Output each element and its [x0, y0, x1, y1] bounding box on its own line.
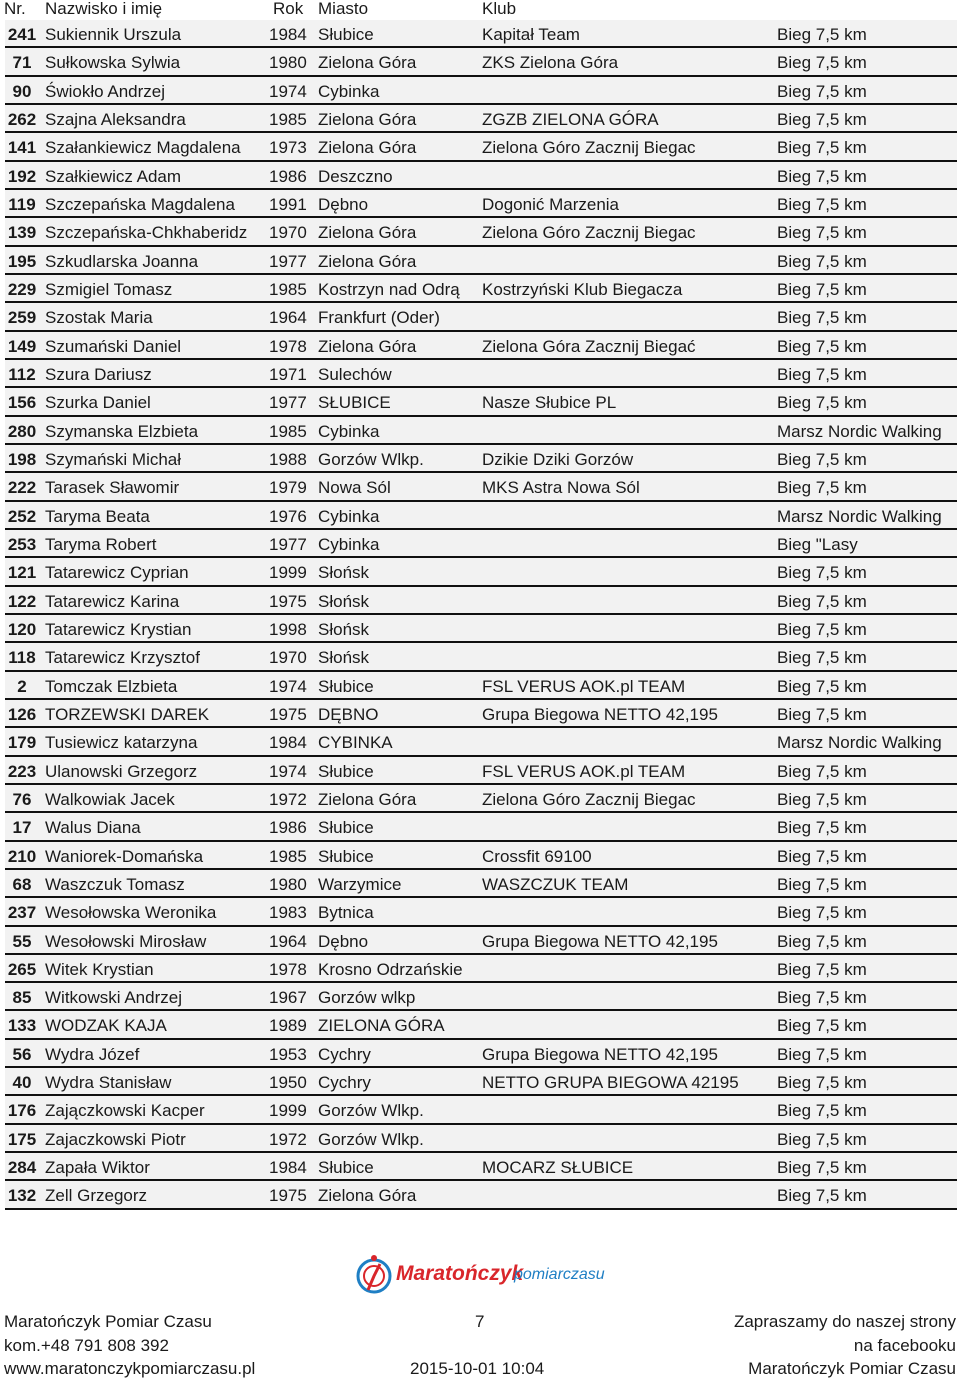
- row-distance: Bieg 7,5 km: [777, 959, 867, 979]
- row-year: 1989: [269, 1016, 307, 1036]
- table-row: [5, 955, 957, 983]
- table-row: [5, 1096, 957, 1124]
- table-row: [5, 218, 957, 246]
- table-header: [0, 0, 960, 20]
- row-number: 176: [7, 1101, 37, 1121]
- table-row: [5, 20, 957, 48]
- row-name: Tatarewicz Cyprian: [45, 563, 189, 583]
- row-year: 1975: [269, 591, 307, 611]
- row-club: Zielona Góra Zacznij Biegać: [482, 336, 696, 356]
- row-name: Sukiennik Urszula: [45, 25, 182, 44]
- row-club: Crossfit 69100: [482, 846, 592, 866]
- row-year: 1975: [269, 1186, 307, 1206]
- row-distance: Bieg 7,5 km: [777, 223, 867, 243]
- row-city: Zielona Góra: [318, 53, 417, 73]
- row-name: Szura Dariusz: [45, 364, 152, 384]
- row-name: Wydra Stanisław: [45, 1073, 172, 1093]
- row-name: Walkowiak Jacek: [45, 789, 175, 809]
- row-name: Waniorek-Domańska: [45, 846, 204, 866]
- row-city: Bytnica: [318, 903, 374, 923]
- row-number: 241: [7, 25, 37, 44]
- row-distance: Bieg 7,5 km: [777, 818, 867, 838]
- table-row: [5, 360, 957, 388]
- row-club: NETTO GRUPA BIEGOWA 42195: [482, 1073, 739, 1093]
- row-year: 1972: [269, 789, 307, 809]
- row-year: 1984: [269, 733, 307, 753]
- row-year: 1985: [269, 421, 307, 441]
- row-number: 284: [7, 1158, 37, 1178]
- logo-suffix: pomiarczasu: [514, 1266, 605, 1283]
- footer-datetime: 2015-10-01 10:04: [410, 1359, 545, 1378]
- row-distance: Bieg 7,5 km: [777, 931, 867, 951]
- header-club: Klub: [482, 0, 517, 18]
- table-row: [5, 927, 957, 955]
- row-number: 179: [7, 733, 37, 753]
- results-table: [5, 20, 957, 1210]
- row-name: Szostak Maria: [45, 308, 153, 328]
- row-city: Nowa Sól: [318, 478, 391, 498]
- row-year: 1953: [269, 1044, 307, 1064]
- row-distance: Bieg 7,5 km: [777, 1101, 867, 1121]
- row-city: Krosno Odrzańskie: [318, 959, 463, 979]
- row-name: Szymański Michał: [45, 449, 182, 469]
- row-distance: Bieg 7,5 km: [777, 563, 867, 583]
- table-row: [5, 785, 957, 813]
- row-number: 139: [7, 223, 37, 243]
- row-name: Taryma Robert: [45, 534, 157, 554]
- table-row: [5, 983, 957, 1011]
- row-name: TORZEWSKI DAREK: [45, 704, 210, 724]
- row-city: Słońsk: [318, 591, 370, 611]
- row-distance: Bieg 7,5 km: [777, 25, 867, 44]
- row-year: 1970: [269, 648, 307, 668]
- row-club: Grupa Biegowa NETTO 42,195: [482, 931, 718, 951]
- row-distance: Bieg 7,5 km: [777, 619, 867, 639]
- row-year: 1975: [269, 704, 307, 724]
- row-club: Dzikie Dziki Gorzów: [482, 449, 634, 469]
- row-distance: Bieg 7,5 km: [777, 676, 867, 696]
- table-row: [5, 48, 957, 76]
- table-row: [5, 275, 957, 303]
- row-city: CYBINKA: [318, 733, 393, 753]
- table-row: [5, 332, 957, 360]
- row-year: 1991: [269, 194, 307, 214]
- row-city: Gorzów Wlkp.: [318, 449, 424, 469]
- row-club: MKS Astra Nowa Sól: [482, 478, 640, 498]
- table-row: [5, 813, 957, 841]
- row-number: 198: [7, 449, 37, 469]
- row-distance: Bieg 7,5 km: [777, 81, 867, 101]
- row-city: Zielona Góra: [318, 789, 417, 809]
- row-name: Szałkiewicz Adam: [45, 166, 182, 186]
- row-year: 1964: [269, 931, 307, 951]
- row-number: 40: [12, 1073, 32, 1093]
- row-city: Cychry: [318, 1044, 371, 1064]
- row-city: Zielona Góra: [318, 138, 417, 158]
- footer-facebook: na facebooku: [853, 1336, 956, 1355]
- row-year: 1985: [269, 109, 307, 129]
- row-city: DĘBNO: [318, 704, 379, 724]
- table-row: [5, 587, 957, 615]
- row-name: Tarasek Sławomir: [45, 478, 180, 498]
- table-row: [5, 530, 957, 558]
- row-club: Nasze Słubice PL: [482, 393, 617, 413]
- row-city: SŁUBICE: [318, 393, 391, 413]
- row-city: Deszczno: [318, 166, 393, 186]
- row-name: Tatarewicz Karina: [45, 591, 180, 611]
- row-year: 1967: [269, 988, 307, 1008]
- row-distance: Bieg 7,5 km: [777, 138, 867, 158]
- row-number: 56: [12, 1044, 32, 1064]
- row-number: 262: [7, 109, 37, 129]
- row-name: Wesołowska Weronika: [45, 903, 217, 923]
- row-city: Frankfurt (Oder): [318, 308, 440, 328]
- row-city: Dębno: [318, 194, 369, 214]
- row-name: Szymanska Elzbieta: [45, 421, 199, 441]
- footer-website[interactable]: www.maratonczykpomiarczasu.pl: [4, 1359, 256, 1378]
- row-number: 175: [7, 1129, 37, 1149]
- row-city: Słubice: [318, 676, 374, 696]
- row-number: 192: [7, 166, 37, 186]
- header-city: Miasto: [318, 0, 369, 18]
- row-number: 156: [7, 393, 37, 413]
- row-number: 120: [7, 619, 37, 639]
- row-name: Ulanowski Grzegorz: [45, 761, 198, 781]
- table-row: [5, 388, 957, 416]
- row-club: Kostrzyński Klub Biegacza: [482, 279, 683, 299]
- row-distance: Bieg 7,5 km: [777, 308, 867, 328]
- row-name: Tatarewicz Krystian: [45, 619, 192, 639]
- row-name: Szurka Daniel: [45, 393, 151, 413]
- row-distance: Bieg 7,5 km: [777, 364, 867, 384]
- row-distance: Bieg 7,5 km: [777, 704, 867, 724]
- row-name: Wesołowski Mirosław: [45, 931, 207, 951]
- row-year: 1974: [269, 761, 307, 781]
- row-city: Gorzów Wlkp.: [318, 1129, 424, 1149]
- row-city: Zielona Góra: [318, 223, 417, 243]
- row-number: 149: [7, 336, 37, 356]
- row-year: 1984: [269, 1158, 307, 1178]
- table-row: [5, 1068, 957, 1096]
- row-club: WASZCZUK TEAM: [482, 874, 629, 894]
- row-name: Zajaczkowski Piotr: [45, 1129, 186, 1149]
- row-distance: Marsz Nordic Walking: [777, 506, 942, 526]
- row-year: 1999: [269, 563, 307, 583]
- table-row: [5, 417, 957, 445]
- row-number: 253: [7, 534, 37, 554]
- row-number: 259: [7, 308, 37, 328]
- row-club: Dogonić Marzenia: [482, 194, 620, 214]
- row-number: 112: [8, 364, 36, 384]
- row-city: Słubice: [318, 818, 374, 838]
- row-number: 229: [7, 279, 37, 299]
- table-row: [5, 247, 957, 275]
- row-year: 1983: [269, 903, 307, 923]
- row-distance: Bieg 7,5 km: [777, 988, 867, 1008]
- row-year: 1985: [269, 279, 307, 299]
- table-row: [5, 303, 957, 331]
- row-club: Zielona Góro Zacznij Biegac: [482, 138, 696, 158]
- table-row: [5, 1125, 957, 1153]
- row-year: 1976: [269, 506, 307, 526]
- row-club: FSL VERUS AOK.pl TEAM: [482, 676, 686, 696]
- row-distance: Bieg 7,5 km: [777, 789, 867, 809]
- row-name: Świokło Andrzej: [45, 81, 166, 101]
- row-year: 1973: [269, 138, 307, 158]
- row-city: Kostrzyn nad Odrą: [318, 279, 460, 299]
- row-number: 237: [7, 903, 37, 923]
- row-year: 1974: [269, 676, 307, 696]
- table-row: [5, 1011, 957, 1039]
- row-name: Taryma Beata: [45, 506, 150, 526]
- row-club: Kapitał Team: [482, 25, 580, 44]
- table-row: [5, 1181, 957, 1209]
- row-year: 1986: [269, 166, 307, 186]
- row-club: Grupa Biegowa NETTO 42,195: [482, 1044, 718, 1064]
- row-number: 126: [7, 704, 37, 724]
- row-name: Tomczak Elzbieta: [45, 676, 178, 696]
- row-number: 55: [12, 931, 32, 951]
- row-distance: Bieg 7,5 km: [777, 648, 867, 668]
- row-number: 118: [8, 648, 36, 668]
- row-number: 76: [12, 789, 32, 809]
- maratonczyk-logo: [354, 1250, 610, 1300]
- row-distance: Bieg 7,5 km: [777, 591, 867, 611]
- footer-company: Maratończyk Pomiar Czasu: [4, 1312, 212, 1331]
- row-city: Słubice: [318, 25, 374, 44]
- row-number: 195: [7, 251, 37, 271]
- table-row: [5, 1153, 957, 1181]
- row-distance: Bieg 7,5 km: [777, 194, 867, 214]
- row-year: 1977: [269, 251, 307, 271]
- header-year: Rok: [273, 0, 304, 18]
- row-club: ZGZB ZIELONA GÓRA: [482, 109, 659, 129]
- table-row: [5, 870, 957, 898]
- row-name: Wydra Józef: [45, 1044, 140, 1064]
- row-name: Waszczuk Tomasz: [45, 874, 185, 894]
- row-distance: Bieg 7,5 km: [777, 449, 867, 469]
- row-distance: Bieg 7,5 km: [777, 336, 867, 356]
- table-row: [5, 1040, 957, 1068]
- row-distance: Bieg 7,5 km: [777, 1073, 867, 1093]
- row-name: Zajączkowski Kacper: [45, 1101, 205, 1121]
- row-number: 133: [7, 1016, 37, 1036]
- row-city: Gorzów wlkp: [318, 988, 416, 1008]
- row-name: WODZAK KAJA: [45, 1016, 167, 1036]
- row-number: 223: [7, 761, 37, 781]
- table-row: [5, 502, 957, 530]
- row-city: Zielona Góra: [318, 1186, 417, 1206]
- row-number: 2: [17, 676, 27, 696]
- row-name: Szczepańska Magdalena: [45, 194, 235, 214]
- row-city: ZIELONA GÓRA: [318, 1016, 445, 1036]
- row-distance: Bieg 7,5 km: [777, 874, 867, 894]
- row-name: Tatarewicz Krzysztof: [45, 648, 200, 668]
- row-name: Witkowski Andrzej: [45, 988, 182, 1008]
- row-club: FSL VERUS AOK.pl TEAM: [482, 761, 686, 781]
- row-city: Słońsk: [318, 619, 370, 639]
- row-distance: Bieg 7,5 km: [777, 251, 867, 271]
- row-distance: Bieg 7,5 km: [777, 109, 867, 129]
- row-distance: Marsz Nordic Walking: [777, 421, 942, 441]
- row-year: 1980: [269, 53, 307, 73]
- row-name: Szczepańska-Chkhaberidz: [45, 223, 248, 243]
- row-distance: Bieg 7,5 km: [777, 1158, 867, 1178]
- row-year: 1950: [269, 1073, 307, 1093]
- table-row: [5, 162, 957, 190]
- row-name: Zapała Wiktor: [45, 1158, 150, 1178]
- row-city: Cybinka: [318, 81, 380, 101]
- table-row: [5, 672, 957, 700]
- row-year: 1977: [269, 534, 307, 554]
- row-city: Cychry: [318, 1073, 371, 1093]
- row-year: 1971: [269, 364, 307, 384]
- row-year: 1974: [269, 81, 307, 101]
- row-city: Słubice: [318, 846, 374, 866]
- row-year: 1980: [269, 874, 307, 894]
- row-city: Cybinka: [318, 421, 380, 441]
- row-distance: Bieg 7,5 km: [777, 761, 867, 781]
- table-row: [5, 842, 957, 870]
- row-number: 71: [12, 53, 32, 73]
- row-number: 222: [7, 478, 37, 498]
- row-year: 1972: [269, 1129, 307, 1149]
- table-row: [5, 558, 957, 586]
- table-row: [5, 898, 957, 926]
- row-city: Słubice: [318, 1158, 374, 1178]
- row-name: Szmigiel Tomasz: [45, 279, 173, 299]
- row-name: Szkudlarska Joanna: [45, 251, 199, 271]
- row-distance: Bieg 7,5 km: [777, 1186, 867, 1206]
- row-distance: Bieg 7,5 km: [777, 1129, 867, 1149]
- row-city: Cybinka: [318, 506, 380, 526]
- table-row: [5, 700, 957, 728]
- row-distance: Marsz Nordic Walking: [777, 733, 942, 753]
- row-name: Szałankiewicz Magdalena: [45, 138, 241, 158]
- row-club: Grupa Biegowa NETTO 42,195: [482, 704, 718, 724]
- row-number: 68: [12, 874, 32, 894]
- row-number: 210: [7, 846, 37, 866]
- row-name: Szumański Daniel: [45, 336, 182, 356]
- row-city: Dębno: [318, 931, 369, 951]
- row-city: Słońsk: [318, 648, 370, 668]
- table-row: [5, 757, 957, 785]
- row-year: 1977: [269, 393, 307, 413]
- row-distance: Bieg "Lasy: [777, 534, 858, 554]
- row-number: 265: [7, 959, 37, 979]
- row-year: 1985: [269, 846, 307, 866]
- row-year: 1978: [269, 336, 307, 356]
- table-row: [5, 643, 957, 671]
- row-number: 252: [7, 506, 37, 526]
- row-city: Słońsk: [318, 563, 370, 583]
- row-year: 1984: [269, 25, 307, 44]
- footer-page-number: 7: [475, 1312, 485, 1331]
- row-year: 1970: [269, 223, 307, 243]
- row-year: 1986: [269, 818, 307, 838]
- header-nr: Nr.: [4, 0, 26, 18]
- footer-company-right: Maratończyk Pomiar Czasu: [748, 1359, 956, 1378]
- row-city: Słubice: [318, 761, 374, 781]
- row-distance: Bieg 7,5 km: [777, 53, 867, 73]
- row-city: Zielona Góra: [318, 251, 417, 271]
- row-name: Sułkowska Sylwia: [45, 53, 181, 73]
- row-distance: Bieg 7,5 km: [777, 478, 867, 498]
- row-distance: Bieg 7,5 km: [777, 1016, 867, 1036]
- row-year: 1978: [269, 959, 307, 979]
- row-name: Zell Grzegorz: [45, 1186, 148, 1206]
- row-city: Sulechów: [318, 364, 392, 384]
- row-number: 132: [7, 1186, 37, 1206]
- row-number: 122: [7, 591, 37, 611]
- row-number: 90: [12, 81, 32, 101]
- row-distance: Bieg 7,5 km: [777, 1044, 867, 1064]
- row-club: ZKS Zielona Góra: [482, 53, 619, 73]
- row-year: 1988: [269, 449, 307, 469]
- row-city: Cybinka: [318, 534, 380, 554]
- footer-invite: Zapraszamy do naszej strony: [733, 1312, 956, 1331]
- row-number: 121: [7, 563, 37, 583]
- row-number: 141: [7, 138, 37, 158]
- row-number: 119: [8, 194, 36, 214]
- row-name: Witek Krystian: [45, 959, 154, 979]
- row-distance: Bieg 7,5 km: [777, 393, 867, 413]
- row-year: 1999: [269, 1101, 307, 1121]
- row-number: 85: [12, 988, 32, 1008]
- footer-phone: kom.+48 791 808 392: [4, 1336, 169, 1355]
- row-city: Gorzów Wlkp.: [318, 1101, 424, 1121]
- row-distance: Bieg 7,5 km: [777, 166, 867, 186]
- row-distance: Bieg 7,5 km: [777, 846, 867, 866]
- row-distance: Bieg 7,5 km: [777, 903, 867, 923]
- row-city: Warzymice: [318, 874, 402, 894]
- row-city: Zielona Góra: [318, 336, 417, 356]
- row-city: Zielona Góra: [318, 109, 417, 129]
- row-number: 17: [12, 818, 32, 838]
- table-row: [5, 445, 957, 473]
- table-row: [5, 105, 957, 133]
- row-name: Tusiewicz katarzyna: [45, 733, 198, 753]
- row-distance: Bieg 7,5 km: [777, 279, 867, 299]
- header-name: Nazwisko i imię: [45, 0, 163, 18]
- logo-brand: Maratończyk: [396, 1262, 524, 1285]
- table-row: [5, 615, 957, 643]
- row-club: Zielona Góro Zacznij Biegac: [482, 789, 696, 809]
- table-row: [5, 133, 957, 161]
- row-year: 1998: [269, 619, 307, 639]
- row-year: 1964: [269, 308, 307, 328]
- row-name: Walus Diana: [45, 818, 141, 838]
- row-year: 1979: [269, 478, 307, 498]
- table-row: [5, 190, 957, 218]
- table-row: [5, 473, 957, 501]
- row-club: MOCARZ SŁUBICE: [482, 1158, 634, 1178]
- table-row: [5, 77, 957, 105]
- row-club: Zielona Góro Zacznij Biegac: [482, 223, 696, 243]
- row-name: Szajna Aleksandra: [45, 109, 186, 129]
- row-number: 280: [7, 421, 37, 441]
- table-row: [5, 728, 957, 756]
